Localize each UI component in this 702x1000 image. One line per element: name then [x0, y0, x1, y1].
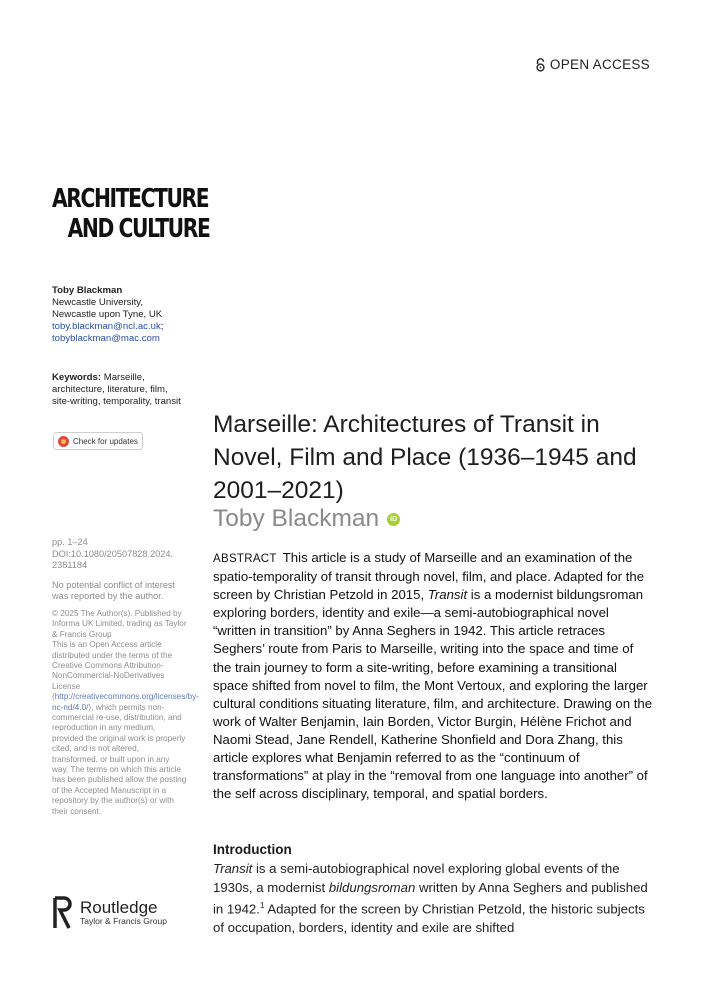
keywords-label: Keywords: [52, 372, 102, 383]
intro-text-1: is a semi-autobiographical novel exploring global events of the 1930s, a modernist [213, 861, 620, 895]
routledge-logo-icon [52, 896, 74, 930]
abstract-italic: Transit [427, 587, 468, 603]
license-text-pre: This is an Open Access article distributed under the terms of the Creative Commons Attribution-NonCommercial-NoDerivatives License ( [52, 640, 173, 702]
check-for-updates-button[interactable] [53, 432, 143, 450]
license-link[interactable]: http://creativecommons.org/licenses/by-nc-nd/4.0/ [52, 692, 199, 712]
abstract-text-2: is a modernist bildungsroman exploring borders, identity and exile—a semi-autobiographical novel “written in transition” by Anna Seghers in 1942. This article retraces Seghers’ route from Paris to Marseille, writing into the space and time of the train journey to form a site-writing, before examining a transitional space shifted from novel to film, the Mont Vertoux, and exploring the larger cultural conditions situating literature, film, and architecture. Drawing on the work of Walter Benjamin, Iain Borden, Victor Burgin, Hélène Frichot and Naomi Stead, Jane Rendell, Katherine Shonfield and Dora Zhang, this article explores what Benjamin referred to as the “continuum of transformations” at play in the “removal from one language into another” of the self across disciplinary, temporal, and spatial borders. [213, 587, 653, 802]
abstract-label: ABSTRACT [213, 553, 277, 565]
copyright-statement: © 2025 The Author(s). Published by Informa UK Limited, trading as Taylor & Francis Group [52, 608, 187, 639]
publisher-logo [52, 896, 167, 930]
author-affiliation-2: Newcastle upon Tyne, UK [52, 309, 163, 320]
doi-line-1[interactable]: DOI:10.1080/20507828.2024. [52, 548, 174, 559]
keywords-block [52, 372, 187, 408]
page-range: pp. 1–24 [52, 537, 88, 547]
byline-author: Toby Blackman [213, 505, 380, 532]
intro-italic-1: Transit [213, 861, 253, 876]
intro-italic-2: bildungsroman [328, 879, 416, 895]
author-info [52, 285, 187, 345]
orcid-icon[interactable]: iD [387, 513, 400, 526]
author-affiliation-1: Newcastle University, [52, 297, 143, 308]
check-updates-label: Check for updates [73, 436, 138, 446]
conflict-statement: No potential conflict of interest was reported by the author. [52, 579, 176, 602]
article-meta [52, 537, 199, 817]
abstract [213, 549, 653, 803]
article-title: Marseille: Architectures of Transit in Novel, Film and Place (1936–1945 and 2001–2021) [213, 411, 637, 504]
intro-text-3: Adapted for the screen by Christian Petzold, the historic subjects of occupation, borders, identity and exile are shifted [213, 901, 645, 936]
author-email-2[interactable]: tobyblackman@mac.com [52, 333, 160, 344]
keywords-text: Marseille, architecture, literature, film, site-writing, temporality, transit [52, 372, 181, 407]
publisher-group: Taylor & Francis Group [80, 916, 167, 926]
footnote-marker[interactable]: 1 [259, 901, 265, 911]
license-statement [52, 640, 199, 817]
doi-line-2[interactable]: 2381184 [52, 560, 88, 571]
article-byline [213, 505, 400, 533]
publisher-name: Routledge [80, 898, 158, 917]
author-email-1[interactable]: toby.blackman@ncl.ac.uk [52, 321, 161, 332]
journal-logo [52, 184, 209, 244]
journal-logo-line2: AND CULTURE [67, 214, 210, 244]
email-separator: ; [160, 321, 164, 332]
introduction-text [213, 860, 658, 938]
open-access-badge [535, 57, 650, 72]
abstract-text-1: This article is a study of Marseille and an examination of the spatio-temporality of transit through novel, film, and place. Adapted for the screen by Christian Petzold in 2015, [213, 550, 645, 603]
intro-text-2: written by Anna Seghers and published in 1942. [213, 879, 648, 917]
journal-logo-line1: ARCHITECTURE [52, 184, 209, 214]
author-name: Toby Blackman [52, 285, 123, 296]
license-text-post: ), which permits non-commercial re-use, distribution, and reproduction in any medium, provided the original work is properly cited, and is not altered, transformed, or built upon in any way. The terms on which this article has been published allow the posting of the Accepted Manuscript in a repository by the author(s) or with their consent. [52, 702, 187, 816]
introduction-heading: Introduction [213, 842, 292, 857]
open-access-label: OPEN ACCESS [549, 57, 650, 72]
open-lock-icon [535, 58, 546, 72]
check-updates-icon [58, 436, 69, 447]
